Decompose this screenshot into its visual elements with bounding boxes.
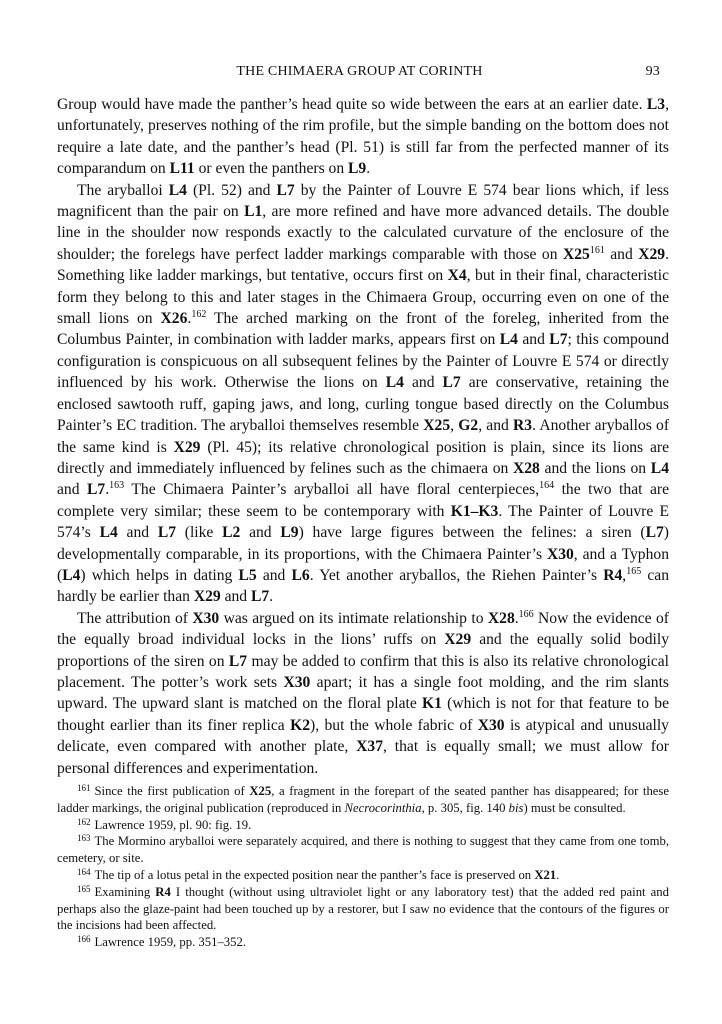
catalogue-ref: X30	[283, 673, 311, 691]
catalogue-ref: L4	[499, 331, 518, 349]
footnote-number: 162	[77, 816, 91, 827]
footnote-number: 166	[77, 934, 91, 945]
catalogue-ref: L7	[87, 481, 106, 499]
catalogue-ref: L5	[238, 566, 257, 584]
catalogue-ref: L9	[348, 160, 367, 178]
catalogue-ref: X29	[638, 245, 666, 263]
catalogue-ref: X29	[193, 588, 221, 606]
catalogue-ref: L7	[157, 524, 177, 542]
catalogue-ref: L6	[291, 566, 310, 584]
catalogue-ref: X37	[356, 738, 384, 756]
footnote-marker[interactable]: 166	[518, 608, 534, 620]
catalogue-ref: L3	[646, 96, 666, 113]
body-text	[57, 94, 669, 779]
footnotes	[57, 783, 669, 951]
footnote-marker[interactable]: 161	[589, 244, 605, 256]
footnote-number: 163	[77, 833, 91, 844]
catalogue-ref: X29	[444, 631, 472, 649]
footnote-number: 164	[77, 866, 91, 877]
catalogue-ref: G2	[458, 417, 479, 435]
catalogue-ref: L7	[276, 181, 295, 199]
catalogue-ref: L9	[280, 524, 299, 542]
catalogue-ref: L4	[168, 181, 187, 199]
footnote-number: 161	[77, 783, 91, 793]
footnote-marker[interactable]: 164	[539, 480, 555, 492]
catalogue-ref: L7	[442, 374, 461, 392]
catalogue-ref: X28	[513, 459, 540, 477]
publication-title: Necrocorinthia	[344, 800, 422, 815]
catalogue-ref: R4	[155, 884, 171, 899]
catalogue-ref: R3	[513, 417, 533, 435]
footnote-marker[interactable]: 163	[109, 480, 125, 492]
catalogue-ref: L7	[228, 652, 248, 670]
footnote: $^{165}$ Examining R4 I thought (without using ultraviolet light or any laboratory test) that the added red paint and perhaps also the glaze-paint had been touched up by a restorer, but I saw no evidence that the contours of the figures or the incisions had been affected.	[57, 883, 669, 933]
footnote: $^{162}$ Lawrence 1959, pl. 90: fig. 19.	[77, 816, 252, 832]
catalogue-ref: L4	[385, 374, 404, 392]
catalogue-ref: X21	[534, 867, 557, 882]
catalogue-ref: L7	[549, 331, 568, 349]
catalogue-ref: L7	[250, 588, 270, 606]
catalogue-ref: X29	[173, 438, 201, 456]
paragraph: The aryballoi L4 (Pl. 52) and L7 by the Painter of Louvre E 574 bear lions which, if less magnificent than the pair on L1, are more refined and have more advanced details. The double line in the shoulder now responds exactly to the calculated curvature of the enclosure of the shoulder; the forelegs have perfect ladder markings comparable with those on $X25^{161}$ and X29. Something like ladder markings, but tentative, occurs first on X4, but in their final, characteristic form they belong to this and later stages in the Chimaera Group, occurring even on one of the small lions on X26.$^{162}$ The arched marking on the front of the foreleg, inherited from the Columbus Painter, in combination with ladder marks, appears first on L4 and L7; this compound configuration is conspicuous on all subsequent felines by the Painter of Louvre E 574 or directly influenced by his work. Otherwise the lions on L4 and L7 are conservative, retaining the enclosed sawtooth ruff, gaping jaws, and long, curling tongue based directly on the Columbus Painter’s EC tradition. The aryballoi themselves resemble X25, G2, and R3. Another aryballos of the same kind is X29 (Pl. 45); its relative chronological position is plain, since its lions are directly and immediately influenced by felines such as the chimaera on X28 and the lions on L4 and L7.$^{163}$ The Chimaera Painter’s aryballoi all have floral centerpieces,$^{164}$ the two that are complete very similar; these seem to be contemporary with K1–K3. The Painter of Louvre E 574’s L4 and L7 (like L2 and L9) have large figures between the felines: a siren (L7) developmentally comparable, in its proportions, with the Chimaera Painter’s X30, and a Typhon (L4) which helps in dating L5 and L6. Yet another aryballos, the Riehen Painter’s R4,$^{165}$ can hardly be earlier than X29 and L7.	[57, 181, 670, 606]
running-title: THE CHIMAERA GROUP AT CORINTH	[236, 64, 483, 79]
catalogue-ref: R4	[603, 566, 623, 584]
catalogue-ref: X26	[160, 310, 188, 328]
footnote-marker[interactable]: 162	[191, 309, 207, 321]
page-number: 93	[645, 64, 660, 79]
catalogue-ref: L7	[645, 524, 664, 542]
catalogue-ref: X25	[249, 784, 272, 798]
catalogue-ref: K1	[421, 695, 442, 713]
footnote: $^{166}$ Lawrence 1959, pp. 351–352.	[77, 934, 247, 950]
footnote-marker[interactable]: 165	[626, 565, 642, 577]
catalogue-ref: X25	[423, 417, 451, 435]
catalogue-ref: X30	[192, 609, 220, 627]
catalogue-ref: L4	[650, 459, 669, 477]
catalogue-ref: K2	[290, 716, 311, 734]
footnote: $^{161}$ Since the first publication of X25, a fragment in the forepart of the seated panther has disappeared; for these ladder markings, the original publication (reproduced in Necrocorinthia, p. 305, fig. 140 bis) must be consulted.	[57, 783, 669, 815]
page-header	[57, 64, 662, 84]
catalogue-ref: K1–K3	[450, 502, 499, 520]
catalogue-ref: L1	[244, 203, 263, 221]
footnote: $^{163}$ The Mormino aryballoi were separately acquired, and there is nothing to suggest that they came from one tomb, cemetery, or site.	[57, 833, 669, 866]
catalogue-ref: X28	[487, 609, 515, 627]
paragraph: Group would have made the panther’s head quite so wide between the ears at an earlier date. L3, unfortunately, preserves nothing of the rim profile, but the simple banding on the bottom does not require a late date, and the panther’s head (Pl. 51) is still far from the perfected manner of its comparandum on L11 or even the panthers on L9.	[57, 96, 669, 178]
catalogue-ref: L4	[62, 566, 81, 584]
paragraph: The attribution of X30 was argued on its intimate relationship to X28.$^{166}$ Now the evidence of the equally broad individual locks in the lions’ ruffs on X29 and the equally solid bodily proportions of the siren on L7 may be added to confirm that this is also its relative chronological placement. The potter’s work sets X30 apart; it has a single foot molding, and the rim slants upward. The upward slant is matched on the floral plate K1 (which is not for that feature to be thought earlier than its finer replica K2), but the whole fabric of X30 is atypical and unusually delicate, even compared with another plate, X37, that is equally small; we must allow for personal differences and experimentation.	[57, 608, 669, 777]
footnote: $^{164}$ The tip of a lotus petal in the expected position near the panther’s face is preserved on X21.	[77, 866, 560, 882]
catalogue-ref: L2	[222, 524, 241, 542]
catalogue-ref: X30	[477, 716, 505, 734]
footnote-number: 165	[77, 883, 91, 894]
catalogue-ref: X4	[447, 267, 467, 285]
catalogue-ref: X25	[562, 245, 590, 263]
catalogue-ref: L4	[99, 524, 118, 542]
catalogue-ref: X30	[546, 545, 574, 563]
catalogue-ref: L11	[169, 160, 195, 178]
